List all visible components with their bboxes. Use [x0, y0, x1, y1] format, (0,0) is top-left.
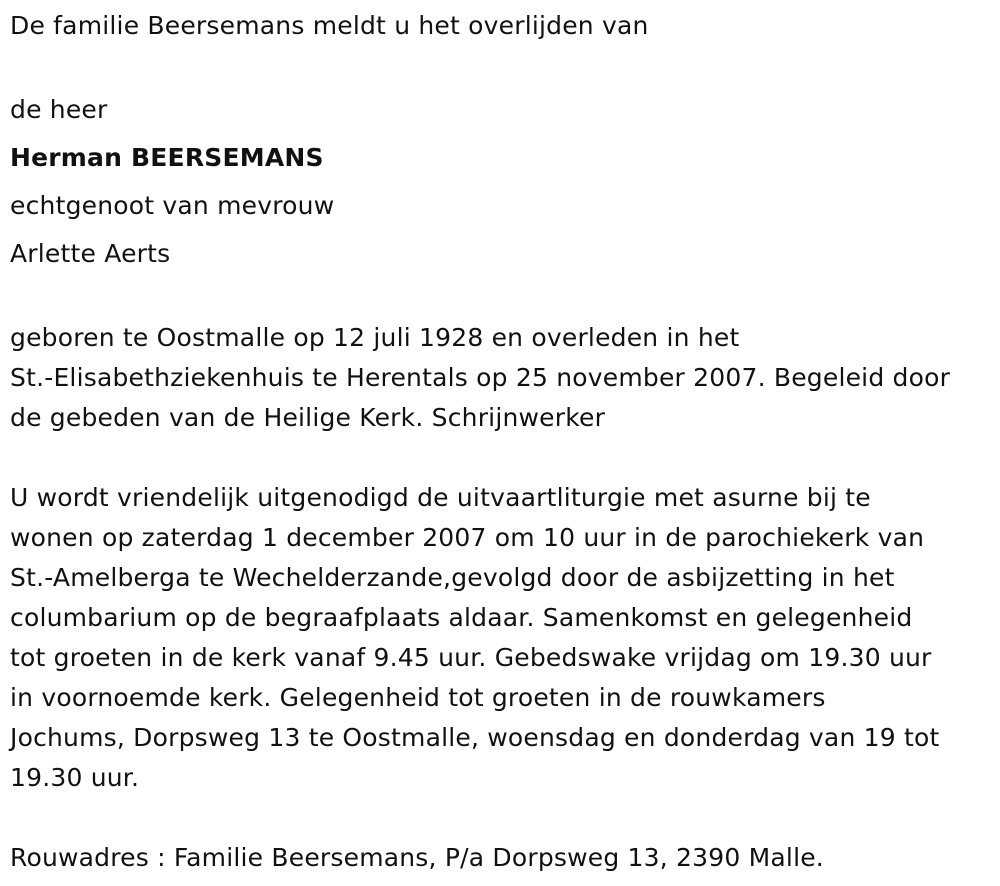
invitation-line: wonen op zaterdag 1 december 2007 om 10 uur in de parochiekerk van	[10, 523, 925, 552]
spacer	[10, 46, 995, 86]
biography-line: St.-Elisabethziekenhuis te Herentals op 25 november 2007. Begeleid door	[10, 363, 951, 392]
biography-line: de gebeden van de Heilige Kerk. Schrijnwerker	[10, 403, 606, 432]
spouse-label: echtgenoot van mevrouw	[10, 191, 335, 220]
invitation-line: U wordt vriendelijk uitgenodigd de uitvaartliturgie met asurne bij te	[10, 483, 871, 512]
biography-line: geboren te Oostmalle op 12 juli 1928 en overleden in het	[10, 323, 740, 352]
invitation-paragraph	[10, 478, 995, 798]
invitation-line: 19.30 uur.	[10, 763, 140, 792]
spacer	[10, 278, 995, 318]
invitation-line: Jochums, Dorpsweg 13 te Oostmalle, woensdag en donderdag van 19 tot	[10, 723, 940, 752]
invitation-line: in voornoemde kerk. Gelegenheid tot groeten in de rouwkamers	[10, 683, 826, 712]
invitation-line: tot groeten in de kerk vanaf 9.45 uur. Gebedswake vrijdag om 19.30 uur	[10, 643, 932, 672]
invitation-line: columbarium op de begraafplaats aldaar. Samenkomst en gelegenheid	[10, 603, 913, 632]
biography-paragraph	[10, 318, 995, 438]
spouse-name: Arlette Aerts	[10, 239, 171, 268]
spacer	[10, 798, 995, 838]
obituary-notice	[10, 6, 995, 878]
mourning-address: Rouwadres : Familie Beersemans, P/a Dorpsweg 13, 2390 Malle.	[10, 843, 824, 872]
spacer	[10, 438, 995, 478]
intro-text: De familie Beersemans meldt u het overlijden van	[10, 11, 649, 40]
salutation: de heer	[10, 95, 108, 124]
invitation-line: St.-Amelberga te Wechelderzande,gevolgd door de asbijzetting in het	[10, 563, 895, 592]
deceased-name: Herman BEERSEMANS	[10, 143, 324, 172]
